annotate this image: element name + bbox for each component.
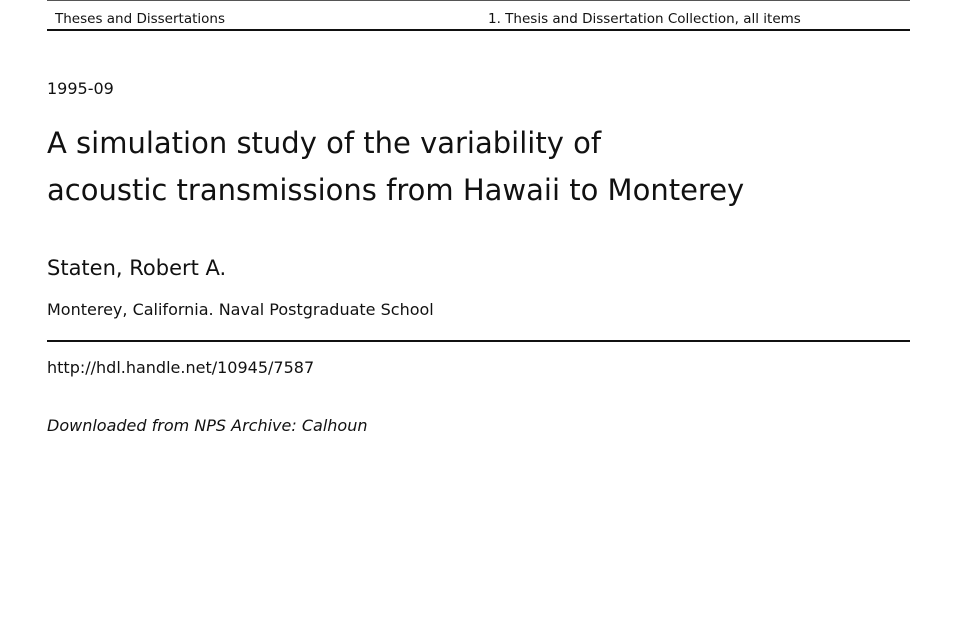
section-divider: [47, 340, 910, 342]
title-line-2: acoustic transmissions from Hawaii to Monterey: [47, 173, 745, 207]
document-title: [47, 120, 907, 214]
author-name: Staten, Robert A.: [47, 256, 227, 280]
header-collection-detail: 1. Thesis and Dissertation Collection, all items: [488, 11, 801, 27]
running-header: [47, 0, 910, 31]
download-note: Downloaded from NPS Archive: Calhoun: [47, 416, 368, 435]
title-line-1: A simulation study of the variability of: [47, 126, 602, 160]
header-collection-name: Theses and Dissertations: [55, 11, 225, 27]
institution: Monterey, California. Naval Postgraduate School: [47, 300, 434, 319]
handle-link[interactable]: http://hdl.handle.net/10945/7587: [47, 358, 315, 377]
publication-date: 1995-09: [47, 79, 114, 98]
